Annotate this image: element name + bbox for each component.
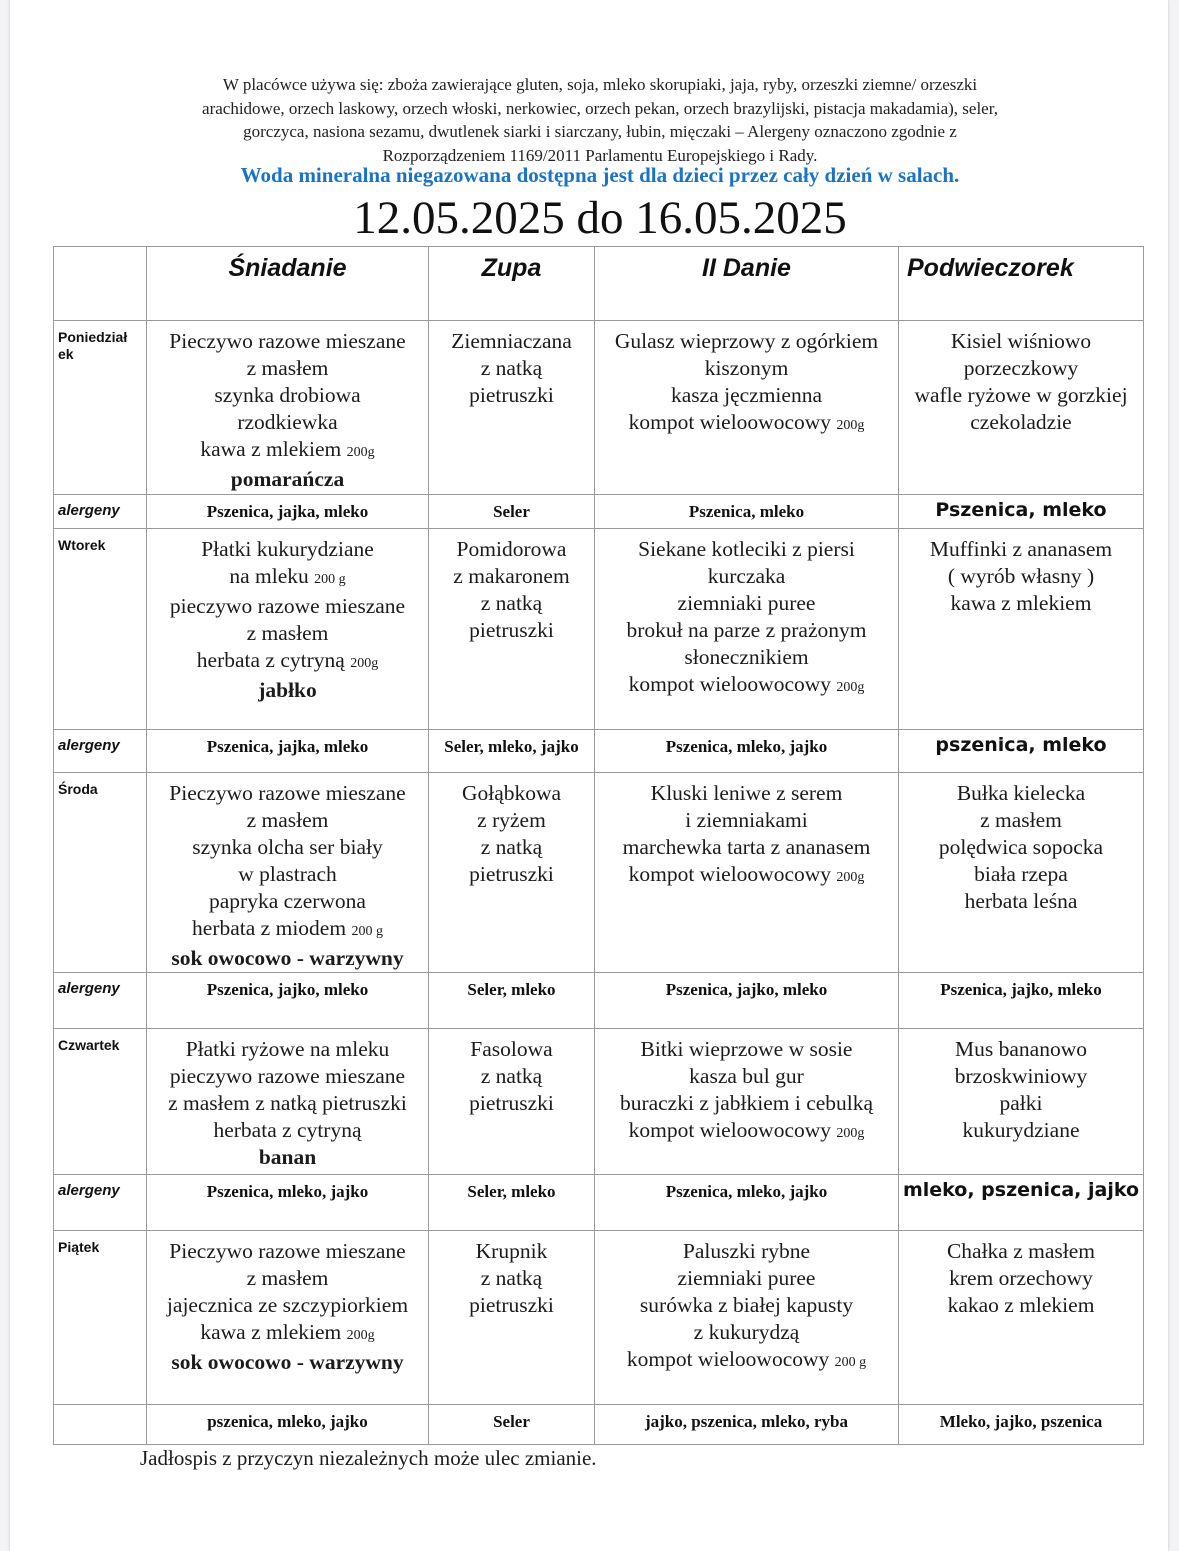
menu-item-text: Pieczywo razowe mieszane (169, 1239, 406, 1263)
allergens-main-course: Pszenica, jajko, mleko (595, 973, 899, 1029)
header-breakfast: Śniadanie (147, 247, 429, 321)
main-course-cell (595, 773, 899, 973)
portion-size: 200 g (834, 1355, 867, 1370)
allergen-row (54, 1405, 1144, 1445)
day-name: Piątek (54, 1231, 147, 1405)
menu-item (429, 1090, 594, 1117)
portion-size: 200g (346, 1328, 375, 1343)
menu-item-text: jabłko (258, 678, 317, 702)
menu-item-text: kasza jęczmienna (670, 383, 822, 407)
menu-item (595, 617, 898, 644)
allergens-soup: Seler (429, 1405, 595, 1445)
menu-item (595, 536, 898, 563)
day-row (54, 1029, 1144, 1175)
menu-item (147, 834, 428, 861)
menu-item-text: z masłem (246, 1266, 329, 1290)
allergens-breakfast: Pszenica, jajko, mleko (147, 973, 429, 1029)
menu-item-text: Fasolowa (470, 1037, 553, 1061)
menu-item-text: Chałka z masłem (946, 1239, 1096, 1263)
menu-item-text: papryka czerwona (209, 889, 366, 913)
allergens-main-course: Pszenica, mleko, jajko (595, 1175, 899, 1231)
menu-item (595, 590, 898, 617)
main-course-cell (595, 1029, 899, 1175)
menu-item-text: pietruszki (469, 1293, 554, 1317)
menu-item (429, 861, 594, 888)
menu-item (147, 536, 428, 563)
menu-item (595, 1265, 898, 1292)
menu-item (147, 409, 428, 436)
menu-item (595, 1063, 898, 1090)
portion-size: 200g (350, 656, 379, 671)
menu-item-text: herbata z miodem (192, 916, 352, 940)
menu-item (147, 1090, 428, 1117)
soup-cell (429, 529, 595, 730)
allergen-label: alergeny (54, 495, 147, 529)
menu-item (147, 563, 428, 593)
menu-item (595, 1117, 898, 1147)
day-row (54, 529, 1144, 730)
menu-item-text: z kukurydzą (693, 1320, 800, 1344)
menu-item (899, 1238, 1143, 1265)
menu-item-text: z natką (480, 1266, 543, 1290)
menu-item (899, 382, 1143, 409)
menu-item-text: Krupnik (475, 1239, 548, 1263)
day-row (54, 321, 1144, 495)
menu-item (429, 563, 594, 590)
menu-item-text: surówka z białej kapusty (639, 1293, 854, 1317)
menu-item (147, 1238, 428, 1265)
menu-item (899, 807, 1143, 834)
menu-item-text: i ziemniakami (685, 808, 808, 832)
header-snack: Podwieczorek (899, 247, 1144, 321)
allergen-row (54, 973, 1144, 1029)
menu-item (899, 590, 1143, 617)
breakfast-cell (147, 529, 429, 730)
menu-item (595, 1090, 898, 1117)
menu-item (147, 1117, 428, 1144)
menu-item-text: z ryżem (477, 808, 546, 832)
menu-item (595, 644, 898, 671)
menu-item-text: jajecznica ze szczypiorkiem (166, 1293, 409, 1317)
header-main-course: II Danie (595, 247, 899, 321)
menu-item-text: w plastrach (238, 862, 337, 886)
menu-item-text: czekoladzie (970, 410, 1072, 434)
menu-item-text: szynka drobiowa (214, 383, 361, 407)
menu-item (899, 536, 1143, 563)
menu-item-text: na mleku (229, 564, 315, 588)
menu-item (429, 1036, 594, 1063)
menu-item-text: biała rzepa (974, 862, 1068, 886)
menu-item (899, 780, 1143, 807)
portion-size: 200g (836, 1126, 865, 1141)
allergens-breakfast: Pszenica, jajka, mleko (147, 730, 429, 773)
allergen-label: alergeny (54, 1175, 147, 1231)
menu-item-text: Kluski leniwe z serem (650, 781, 843, 805)
menu-item-text: z natką (480, 835, 543, 859)
menu-item-text: banan (258, 1145, 317, 1169)
menu-item-text: Mus bananowo (955, 1037, 1087, 1061)
menu-item-text: kompot wieloowocowy (628, 862, 837, 886)
snack-cell (899, 321, 1144, 495)
menu-item-text: Bułka kielecka (956, 781, 1086, 805)
menu-item-text: Gołąbkowa (461, 781, 562, 805)
allergens-main-course: Pszenica, mleko (595, 495, 899, 529)
allergen-notice-line: Rozporządzeniem 1169/2011 Parlamentu Europejskiego i Rady. (382, 145, 818, 165)
menu-item-text: ziemniaki puree (677, 591, 816, 615)
menu-item-text: Ziemniaczana (451, 329, 572, 353)
menu-item (429, 617, 594, 644)
allergens-breakfast: Pszenica, jajka, mleko (147, 495, 429, 529)
menu-item (147, 620, 428, 647)
menu-item (429, 1265, 594, 1292)
menu-item-text: z masłem (246, 808, 329, 832)
allergens-soup: Seler (429, 495, 595, 529)
menu-item-text: rzodkiewka (237, 410, 338, 434)
menu-item (595, 328, 898, 355)
menu-item (429, 328, 594, 355)
menu-item (147, 1292, 428, 1319)
allergen-row (54, 1175, 1144, 1231)
menu-item (899, 861, 1143, 888)
menu-item-text: z masłem (246, 356, 329, 380)
menu-item (147, 915, 428, 945)
menu-item (429, 1292, 594, 1319)
allergens-breakfast: pszenica, mleko, jajko (147, 1405, 429, 1445)
menu-item (595, 1319, 898, 1346)
menu-item-text: pomarańcza (230, 467, 345, 491)
allergen-notice (120, 73, 1080, 167)
allergens-snack: Pszenica, jajko, mleko (899, 973, 1144, 1029)
menu-item-text: sok owocowo - warzywny (171, 946, 404, 970)
menu-item (899, 1292, 1143, 1319)
menu-item-text: z natką (480, 1064, 543, 1088)
menu-item (595, 355, 898, 382)
menu-item-text: sok owocowo - warzywny (171, 1350, 404, 1374)
allergens-main-course: jajko, pszenica, mleko, ryba (595, 1405, 899, 1445)
menu-item (147, 945, 428, 972)
allergen-label: alergeny (54, 973, 147, 1029)
menu-item-text: Pieczywo razowe mieszane (169, 781, 406, 805)
menu-item (147, 1036, 428, 1063)
menu-item-text: brokuł na parze z prażonym (626, 618, 867, 642)
main-course-cell (595, 321, 899, 495)
menu-item-text: Muffinki z ananasem (929, 537, 1113, 561)
menu-item (899, 1036, 1143, 1063)
menu-item (147, 780, 428, 807)
menu-item (147, 647, 428, 677)
menu-item-text: pietruszki (469, 1091, 554, 1115)
menu-item (899, 888, 1143, 915)
menu-item (429, 355, 594, 382)
allergen-notice-line: gorczyca, nasiona sezamu, dwutlenek siarki i siarczany, łubin, mięczaki – Alergeny oznaczono zgodnie z (243, 122, 957, 141)
menu-item-text: kawa z mlekiem (200, 1320, 347, 1344)
menu-item (147, 1144, 428, 1171)
header-row (54, 247, 1144, 321)
menu-item-text: pietruszki (469, 618, 554, 642)
menu-item-text: z natką (480, 591, 543, 615)
portion-size: 200g (836, 418, 865, 433)
menu-item (429, 382, 594, 409)
menu-item (147, 1265, 428, 1292)
menu-item (429, 536, 594, 563)
day-name: Poniedział ek (54, 321, 147, 495)
menu-item-text: brzoskwiniowy (954, 1064, 1088, 1088)
menu-item-text: kakao z mlekiem (947, 1293, 1095, 1317)
header-soup: Zupa (429, 247, 595, 321)
menu-item (147, 888, 428, 915)
allergen-notice-line: W placówce używa się: zboża zawierające gluten, soja, mleko skorupiaki, jaja, ryby, orzeszki ziemne/ orzeszki (222, 75, 978, 94)
menu-item-text: marchewka tarta z ananasem (622, 835, 871, 859)
menu-item-text: krem orzechowy (949, 1266, 1093, 1290)
menu-item (429, 1063, 594, 1090)
menu-item (429, 1238, 594, 1265)
menu-item-text: słonecznikiem (684, 645, 809, 669)
allergens-snack: pszenica, mleko (899, 730, 1144, 773)
allergens-main-course: Pszenica, mleko, jajko (595, 730, 899, 773)
allergens-soup: Seler, mleko, jajko (429, 730, 595, 773)
allergens-soup: Seler, mleko (429, 973, 595, 1029)
soup-cell (429, 1231, 595, 1405)
menu-item-text: z natką (480, 356, 543, 380)
main-course-cell (595, 1231, 899, 1405)
menu-item (899, 834, 1143, 861)
menu-item (429, 807, 594, 834)
menu-item-text: Płatki ryżowe na mleku (185, 1037, 390, 1061)
menu-item (147, 1319, 428, 1349)
menu-table (53, 246, 1144, 1445)
menu-item-text: Paluszki rybne (682, 1239, 811, 1263)
menu-item-text: pietruszki (469, 383, 554, 407)
menu-item (899, 409, 1143, 436)
menu-item-text: kiszonym (704, 356, 789, 380)
day-name: Wtorek (54, 529, 147, 730)
menu-item-text: pieczywo razowe mieszane (169, 594, 406, 618)
date-range: 12.05.2025 do 16.05.2025 (353, 192, 847, 244)
snack-cell (899, 773, 1144, 973)
day-row (54, 1231, 1144, 1405)
menu-item (147, 1063, 428, 1090)
menu-item-text: Gulasz wieprzowy z ogórkiem (614, 329, 879, 353)
menu-item-text: buraczki z jabłkiem i cebulką (619, 1091, 874, 1115)
menu-item (147, 436, 428, 466)
menu-item-text: Pieczywo razowe mieszane (169, 329, 406, 353)
menu-item-text: kompot wieloowocowy (628, 672, 837, 696)
menu-item-text: ziemniaki puree (677, 1266, 816, 1290)
menu-item (147, 355, 428, 382)
menu-item (595, 563, 898, 590)
menu-item (429, 590, 594, 617)
menu-item (899, 328, 1143, 355)
menu-item (147, 328, 428, 355)
menu-item (147, 807, 428, 834)
menu-item (595, 382, 898, 409)
allergens-snack: Pszenica, mleko (899, 495, 1144, 529)
menu-item (899, 355, 1143, 382)
menu-item-text: z masłem (980, 808, 1062, 832)
breakfast-cell (147, 773, 429, 973)
menu-item (899, 1265, 1143, 1292)
menu-item-text: kompot wieloowocowy (626, 1347, 835, 1371)
allergen-label (54, 1405, 147, 1445)
menu-item-text: herbata z cytryną (213, 1118, 362, 1142)
allergens-snack: mleko, pszenica, jajko (899, 1175, 1144, 1231)
snack-cell (899, 1231, 1144, 1405)
menu-item-text: Płatki kukurydziane (201, 537, 374, 561)
menu-item-text: kompot wieloowocowy (628, 1118, 837, 1142)
menu-item-text: pieczywo razowe mieszane (169, 1064, 406, 1088)
corner-cell (54, 247, 147, 321)
menu-item (595, 1292, 898, 1319)
menu-item-text: Siekane kotleciki z piersi (638, 537, 855, 561)
menu-item (429, 780, 594, 807)
menu-item (147, 466, 428, 493)
allergen-row (54, 730, 1144, 773)
day-name: Czwartek (54, 1029, 147, 1175)
soup-cell (429, 773, 595, 973)
menu-item-text: wafle ryżowe w gorzkiej (914, 383, 1128, 407)
main-course-cell (595, 529, 899, 730)
menu-item (595, 1238, 898, 1265)
menu-item-text: ( wyrób własny ) (947, 564, 1095, 588)
breakfast-cell (147, 1029, 429, 1175)
day-name: Środa (54, 773, 147, 973)
soup-cell (429, 321, 595, 495)
menu-item (147, 1349, 428, 1376)
menu-item-text: kukurydziane (962, 1118, 1080, 1142)
menu-item (147, 677, 428, 704)
menu-item (899, 1063, 1143, 1090)
allergens-snack: Mleko, jajko, pszenica (899, 1405, 1144, 1445)
portion-size: 200 g (314, 572, 346, 587)
menu-item-text: herbata z cytryną (196, 648, 351, 672)
menu-item-text: porzeczkowy (963, 356, 1079, 380)
menu-item-text: kawa z mlekiem (200, 437, 347, 461)
water-notice: Woda mineralna niegazowana dostępna jest dla dzieci przez cały dzień w salach. (240, 163, 960, 187)
menu-item-text: Bitki wieprzowe w sosie (640, 1037, 853, 1061)
menu-item (899, 1117, 1143, 1144)
menu-item-text: herbata leśna (964, 889, 1078, 913)
allergen-notice-line: arachidowe, orzech laskowy, orzech włoski, nerkowiec, orzech pekan, orzech brazylijski, pistacja makadamia), seler, (202, 98, 998, 118)
menu-item-text: pałki (999, 1091, 1043, 1115)
menu-item-text: Pomidorowa (456, 537, 567, 561)
menu-item (429, 834, 594, 861)
breakfast-cell (147, 321, 429, 495)
breakfast-cell (147, 1231, 429, 1405)
menu-item-text: kawa z mlekiem (950, 591, 1092, 615)
menu-item (899, 563, 1143, 590)
allergens-breakfast: Pszenica, mleko, jajko (147, 1175, 429, 1231)
snack-cell (899, 529, 1144, 730)
menu-item (595, 1346, 898, 1376)
menu-item (595, 807, 898, 834)
portion-size: 200g (836, 680, 865, 695)
allergen-label: alergeny (54, 730, 147, 773)
menu-item-text: kasza bul gur (689, 1064, 804, 1088)
menu-item-text: kompot wieloowocowy (628, 410, 837, 434)
menu-item (595, 861, 898, 891)
menu-item-text: pietruszki (469, 862, 554, 886)
menu-item (595, 780, 898, 807)
portion-size: 200g (346, 445, 375, 460)
menu-item (147, 861, 428, 888)
menu-item (595, 671, 898, 701)
menu-item (147, 382, 428, 409)
allergen-row (54, 495, 1144, 529)
menu-item (899, 1090, 1143, 1117)
menu-item-text: Kisiel wiśniowo (950, 329, 1092, 353)
footer-note: Jadłospis z przyczyn niezależnych może ulec zmianie. (140, 1446, 597, 1470)
soup-cell (429, 1029, 595, 1175)
menu-item (595, 834, 898, 861)
allergens-soup: Seler, mleko (429, 1175, 595, 1231)
menu-item-text: szynka olcha ser biały (192, 835, 383, 859)
menu-item-text: z makaronem (453, 564, 570, 588)
menu-item (595, 409, 898, 439)
menu-item (595, 1036, 898, 1063)
day-row (54, 773, 1144, 973)
portion-size: 200g (836, 870, 865, 885)
portion-size: 200 g (351, 924, 383, 939)
menu-item-text: z masłem z natką pietruszki (168, 1091, 407, 1115)
menu-item-text: z masłem (246, 621, 329, 645)
menu-item-text: polędwica sopocka (938, 835, 1104, 859)
snack-cell (899, 1029, 1144, 1175)
menu-item (147, 593, 428, 620)
menu-item-text: kurczaka (707, 564, 786, 588)
